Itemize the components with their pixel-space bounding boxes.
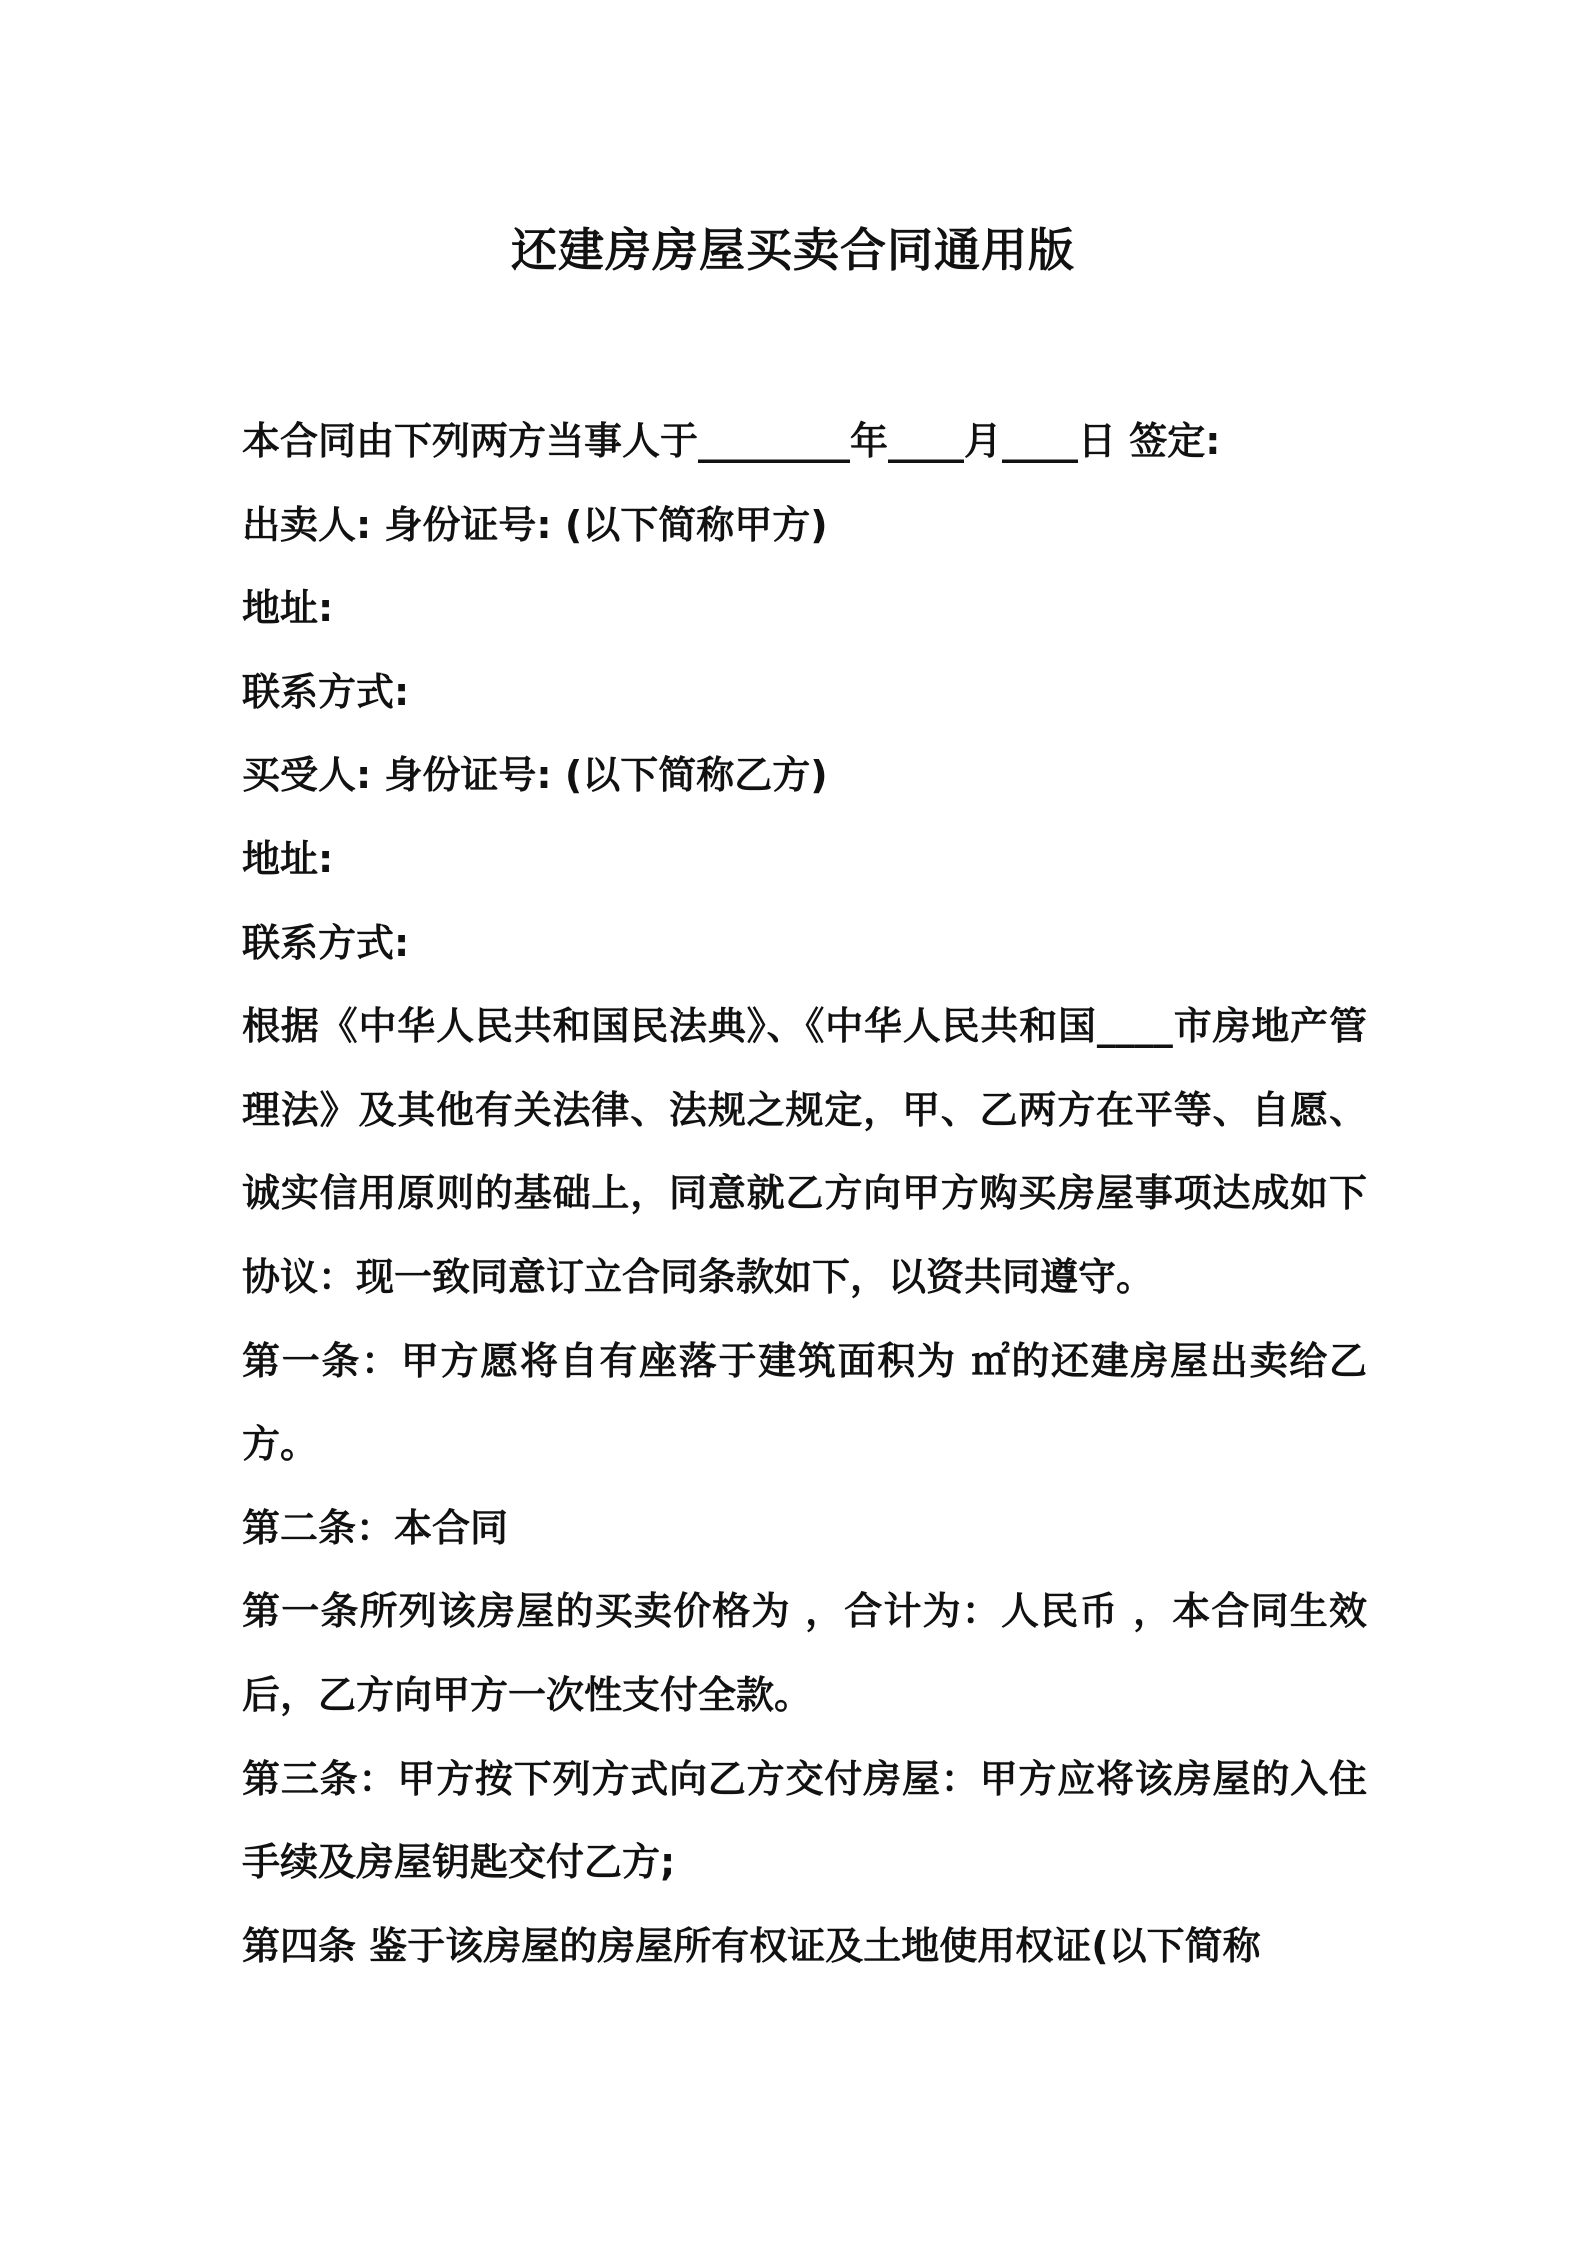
intro-line: 本合同由下列两方当事人于________年____月____日 签定: — [242, 419, 1221, 463]
buyer-line: 买受人: 身份证号: (以下简称乙方) — [242, 753, 828, 798]
document-body — [242, 400, 1367, 1988]
buyer-address-line: 地址: — [242, 836, 334, 881]
article-2-heading: 第二条：本合同 — [242, 1505, 509, 1550]
seller-address-line: 地址: — [242, 586, 334, 631]
seller-line: 出卖人: 身份证号: (以下简称甲方) — [242, 502, 828, 547]
document-title: 还建房房屋买卖合同通用版 — [511, 223, 1075, 277]
article-4-paragraph: 第四条 鉴于该房屋的房屋所有权证及土地使用权证(以下简称 — [242, 1923, 1261, 1968]
article-2-paragraph: 第一条所列该房屋的买卖价格为 ，合计为：人民币 ，本合同生效后，乙方向甲方一次性支付全款。 — [242, 1589, 1367, 1717]
buyer-contact-line: 联系方式: — [242, 920, 410, 965]
seller-contact-line: 联系方式: — [242, 669, 410, 714]
article-1-paragraph: 第一条：甲方愿将自有座落于建筑面积为 ㎡的还建房屋出卖给乙方。 — [242, 1338, 1367, 1467]
legal-basis-paragraph: 根据《中华人民共和国民法典》、《中华人民共和国____市房地产管理法》及其他有关法律、法规之规定，甲、乙两方在平等、自愿、诚实信用原则的基础上，同意就乙方向甲方购买房屋事项达成如下协议：现一致同意订立合同条款如下，以资共同遵守。 — [242, 1004, 1367, 1299]
article-3-paragraph: 第三条：甲方按下列方式向乙方交付房屋：甲方应将该房屋的入住手续及房屋钥匙交付乙方; — [242, 1756, 1367, 1885]
